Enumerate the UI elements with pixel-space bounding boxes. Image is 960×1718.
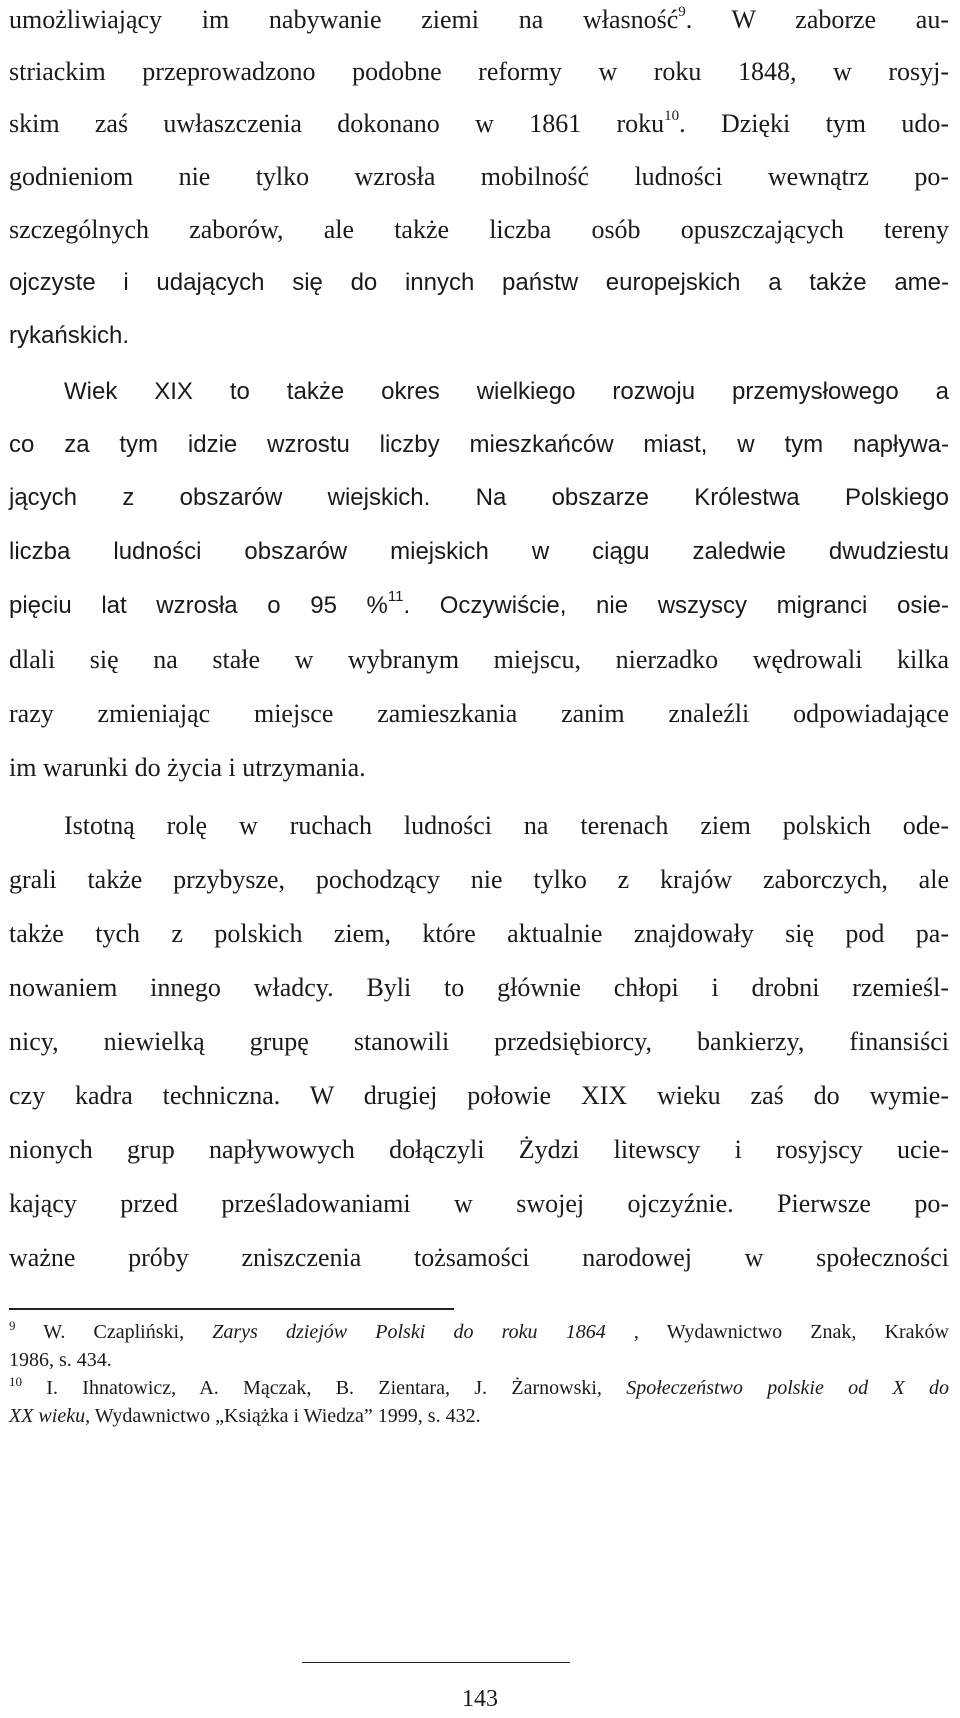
footnote-ref[interactable]: 10 [664, 108, 680, 124]
footnote: $^9$ W. Czapliński, Zarys dziejów Polski do roku 1864 , Wydawnictwo Znak, Kraków [9, 1318, 949, 1343]
footnote-ref[interactable]: 11 [387, 588, 404, 605]
text-line: im warunki do życia i utrzymania. [9, 753, 366, 782]
text-line: striackim przeprowadzono podobne reformy w roku 1848, w rosyj- [9, 57, 949, 86]
text-line: Wiek XIX to także okres wielkiego rozwoju przemysłowego a [64, 378, 949, 405]
footnote: $^{10}$ I. Ihnatowicz, A. Mączak, B. Zientara, J. Żarnowski, Społeczeństwo polskie od X do [9, 1374, 949, 1399]
text-line: Istotną rolę w ruchach ludności na terenach ziem polskich ode- [64, 811, 949, 840]
text-line: razy zmieniając miejsce zamieszkania zanim znaleźli odpowiadające [9, 699, 949, 728]
text-line: rykańskich. [9, 322, 130, 349]
text-line: grali także przybysze, pochodzący nie tylko z krajów zaborczych, ale [9, 865, 949, 894]
text-line: pięciu lat wzrosła o 95 %$^{11}$. Oczywiście, nie wszyscy migranci osie- [9, 588, 949, 619]
text-line: dlali się na stałe w wybranym miejscu, nierzadko wędrowali kilka [9, 645, 949, 674]
page-number-rule [302, 1662, 570, 1663]
footnote: 1986, s. 434. [9, 1349, 112, 1371]
text-line: także tych z polskich ziem, które aktualnie znajdowały się pod pa- [9, 919, 949, 948]
text-line: nionych grup napływowych dołączyli Żydzi litewscy i rosyjscy ucie- [9, 1135, 949, 1164]
page-number: 143 [462, 1686, 498, 1712]
text-line: liczba ludności obszarów miejskich w ciągu zaledwie dwudziestu [9, 538, 949, 565]
footnote-separator [9, 1308, 454, 1310]
text-line: ważne próby zniszczenia tożsamości narodowej w społeczności [9, 1243, 949, 1272]
text-line: ojczyste i udających się do innych państw europejskich a także ame- [9, 269, 949, 296]
text-line: skim zaś uwłaszczenia dokonano w 1861 roku$^{10}$. Dzięki tym udo- [9, 108, 949, 138]
text-line: godnieniom nie tylko wzrosła mobilność ludności wewnątrz po- [9, 162, 949, 191]
text-line: kający przed prześladowaniami w swojej ojczyźnie. Pierwsze po- [9, 1189, 949, 1218]
footnote: XX wieku, Wydawnictwo „Książka i Wiedza” 1999, s. 432. [9, 1405, 481, 1427]
text-line: jących z obszarów wiejskich. Na obszarze Królestwa Polskiego [9, 484, 949, 511]
text-line: czy kadra techniczna. W drugiej połowie XIX wieku zaś do wymie- [9, 1081, 949, 1110]
footnote-ref[interactable]: 9 [678, 4, 686, 20]
text-line: umożliwiający im nabywanie ziemi na własność$^9$. W zaborze au- [9, 4, 949, 34]
text-line: nowaniem innego władcy. Byli to głównie chłopi i drobni rzemieśl- [9, 973, 949, 1002]
text-line: szczególnych zaborów, ale także liczba osób opuszczających tereny [9, 215, 949, 244]
text-line: nicy, niewielką grupę stanowili przedsiębiorcy, bankierzy, finansiści [9, 1027, 949, 1056]
text-line: co za tym idzie wzrostu liczby mieszkańców miast, w tym napływa- [9, 431, 949, 458]
